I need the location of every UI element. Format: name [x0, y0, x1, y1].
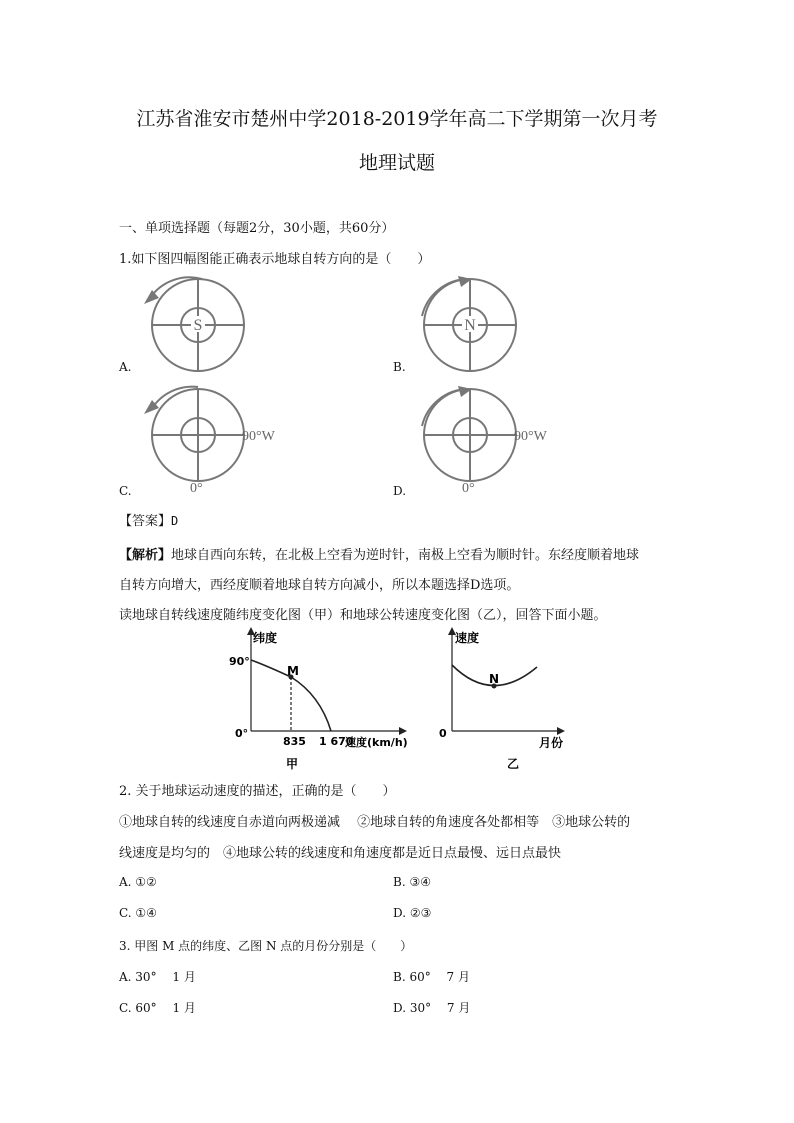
x-axis-label: 月份 — [539, 736, 564, 750]
x-tick-835: 835 — [283, 735, 306, 748]
question-2-line-2: 线速度是均匀的 ④地球公转的线速度和角速度都是近日点最慢、远日点最快 — [119, 846, 562, 861]
x-arrow-icon — [399, 727, 407, 735]
question-3-option-b: B. 60° 7 月 — [393, 970, 470, 984]
option-d-globe-figure — [412, 384, 572, 499]
answer-value: D — [171, 514, 179, 528]
analysis-tag: 【解析】 — [119, 548, 172, 563]
question-3-option-a: A. 30° 1 月 — [119, 970, 196, 984]
longitude-label-right: 90°W — [242, 429, 275, 444]
option-d-label: D. — [393, 484, 407, 498]
section-heading: 一、单项选择题（每题2分，30小题，共60分） — [119, 221, 395, 236]
question-2-option-a: A. ①② — [119, 875, 157, 889]
answer-tag: 【答案】 — [119, 514, 172, 529]
option-a-globe-figure — [140, 276, 250, 376]
x-arrow-icon — [557, 727, 565, 735]
question-3-stem: 3. 甲图 M 点的纬度、乙图 N 点的月份分别是（ ） — [119, 939, 413, 953]
pole-label: S — [193, 317, 203, 334]
y-tick-0: 0° — [235, 727, 249, 740]
page-subtitle: 地理试题 — [358, 152, 435, 174]
point-n-label: N — [489, 672, 500, 686]
question-3-option-d: D. 30° 7 月 — [393, 1001, 471, 1015]
question-3-option-c: C. 60° 1 月 — [119, 1001, 196, 1015]
longitude-label-bottom: 0° — [462, 481, 475, 496]
question-2-stem: 2. 关于地球运动速度的描述，正确的是（ ） — [119, 784, 396, 799]
figure-jia-caption: 甲 — [286, 757, 299, 771]
option-c-label: C. — [119, 484, 132, 498]
figure-intro: 读地球自转线速度随纬度变化图（甲）和地球公转速度变化图（乙），回答下面小题。 — [119, 608, 607, 623]
option-c-globe-figure — [140, 384, 300, 499]
option-b-globe-figure — [412, 276, 522, 376]
origin-label: 0 — [439, 727, 447, 740]
x-axis-label: 速度(km/h) — [345, 736, 408, 749]
option-b-label: B. — [393, 360, 406, 374]
option-a-label: A. — [119, 360, 132, 374]
point-m-label: M — [287, 664, 299, 678]
pole-label: N — [464, 317, 476, 334]
question-2-option-b: B. ③④ — [393, 875, 431, 889]
page-title: 江苏省淮安市楚州中学2018-2019学年高二下学期第一次月考 — [136, 108, 658, 130]
analysis-line-1: 【解析】地球自西向东转，在北极上空看为逆时针，南极上空看为顺时针。东经度顺着地球 — [119, 548, 640, 563]
longitude-label-bottom: 0° — [190, 481, 203, 496]
figure-yi-caption: 乙 — [507, 757, 520, 771]
y-tick-90: 90° — [229, 655, 250, 668]
y-axis-label: 纬度 — [253, 631, 278, 645]
x-tick-1670: 1 670 — [319, 735, 354, 748]
y-axis-label: 速度 — [455, 631, 480, 645]
figure-jia — [225, 625, 425, 775]
question-2-option-c: C. ①④ — [119, 906, 157, 920]
question-2-option-d: D. ②③ — [393, 906, 432, 920]
answer-line — [119, 510, 178, 529]
figure-yi — [437, 625, 577, 775]
question-2-line-1: ①地球自转的线速度自赤道向两极递减 ②地球自转的角速度各处都相等 ③地球公转的 — [119, 815, 631, 830]
longitude-label-right: 90°W — [514, 429, 547, 444]
analysis-line-2: 自转方向增大，西经度顺着地球自转方向减小，所以本题选择D选项。 — [119, 578, 520, 593]
arrow-head-icon — [144, 290, 159, 304]
question-1-stem: 1.如下图四幅图能正确表示地球自转方向的是（ ） — [119, 252, 431, 267]
